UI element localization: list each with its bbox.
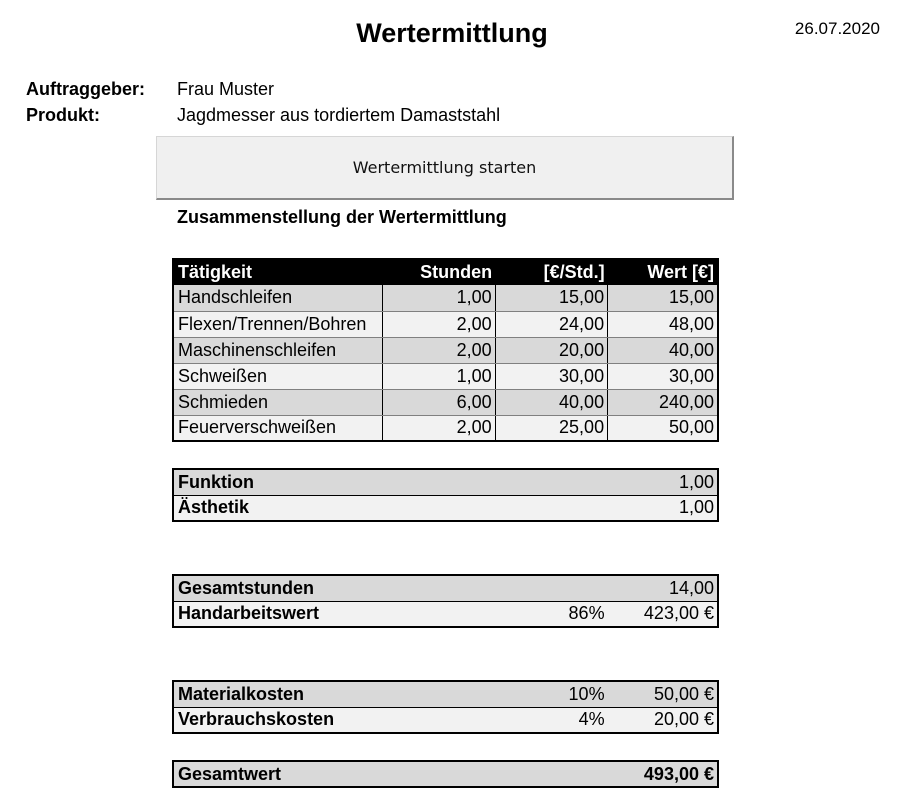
client-value: Frau Muster	[177, 79, 275, 99]
grand-total-value: 493,00 €	[608, 761, 718, 787]
grand-total-table	[172, 760, 719, 788]
header-rate: [€/Std.]	[495, 259, 607, 285]
factor-row-aesthetics	[173, 495, 718, 521]
activity-hours: 2,00	[383, 337, 495, 363]
product-value: Jagdmesser aus tordiertem Damaststahl	[177, 105, 501, 125]
activity-rate: 30,00	[495, 363, 607, 389]
activity-hours: 2,00	[383, 311, 495, 337]
table-row	[173, 285, 718, 311]
activity-hours: 2,00	[383, 415, 495, 441]
grand-total-label: Gesamtwert	[173, 761, 608, 787]
start-valuation-button[interactable]: Wertermittlung starten	[156, 136, 734, 200]
total-hours-label: Gesamtstunden	[173, 575, 495, 601]
header-hours: Stunden	[383, 259, 495, 285]
activity-hours: 1,00	[383, 363, 495, 389]
table-row	[173, 363, 718, 389]
activity-rate: 20,00	[495, 337, 607, 363]
header-activity: Tätigkeit	[173, 259, 383, 285]
activity-name: Flexen/Trennen/Bohren	[173, 311, 383, 337]
aesthetics-label: Ästhetik	[173, 495, 608, 521]
consumables-value: 20,00 €	[608, 707, 718, 733]
handwork-percent: 86%	[495, 601, 607, 627]
consumables-percent: 4%	[495, 707, 607, 733]
section-title: Zusammenstellung der Wertermittlung	[177, 207, 507, 227]
factor-row-function	[173, 469, 718, 495]
total-hours-row	[173, 575, 718, 601]
activity-name: Schweißen	[173, 363, 383, 389]
activity-name: Maschinenschleifen	[173, 337, 383, 363]
activity-hours: 1,00	[383, 285, 495, 311]
activity-name: Schmieden	[173, 389, 383, 415]
activity-rate: 40,00	[495, 389, 607, 415]
header-value: Wert [€]	[608, 259, 718, 285]
table-header-row	[173, 259, 718, 285]
activity-value: 50,00	[608, 415, 718, 441]
table-row	[173, 415, 718, 441]
consumables-row	[173, 707, 718, 733]
table-row	[173, 311, 718, 337]
client-label: Auftraggeber:	[26, 79, 146, 99]
grand-total-row	[173, 761, 718, 787]
handwork-label: Handarbeitswert	[173, 601, 495, 627]
function-value: 1,00	[608, 469, 718, 495]
material-row	[173, 681, 718, 707]
costs-table	[172, 680, 719, 734]
total-hours-value: 14,00	[608, 575, 718, 601]
totals-table	[172, 574, 719, 628]
activity-value: 240,00	[608, 389, 718, 415]
activity-rate: 24,00	[495, 311, 607, 337]
activity-value: 40,00	[608, 337, 718, 363]
activity-value: 48,00	[608, 311, 718, 337]
aesthetics-value: 1,00	[608, 495, 718, 521]
activity-name: Handschleifen	[173, 285, 383, 311]
activity-rate: 25,00	[495, 415, 607, 441]
function-label: Funktion	[173, 469, 608, 495]
activity-rate: 15,00	[495, 285, 607, 311]
material-value: 50,00 €	[608, 681, 718, 707]
activities-table	[172, 258, 719, 442]
page-title: Wertermittlung	[356, 18, 548, 48]
table-row	[173, 337, 718, 363]
handwork-value: 423,00 €	[608, 601, 718, 627]
material-percent: 10%	[495, 681, 607, 707]
activity-value: 30,00	[608, 363, 718, 389]
activity-hours: 6,00	[383, 389, 495, 415]
factors-table	[172, 468, 719, 522]
material-label: Materialkosten	[173, 681, 495, 707]
activity-value: 15,00	[608, 285, 718, 311]
product-label: Produkt:	[26, 105, 100, 125]
activity-name: Feuerverschweißen	[173, 415, 383, 441]
consumables-label: Verbrauchskosten	[173, 707, 495, 733]
handwork-row	[173, 601, 718, 627]
date-label: 26.07.2020	[794, 19, 880, 38]
table-row	[173, 389, 718, 415]
